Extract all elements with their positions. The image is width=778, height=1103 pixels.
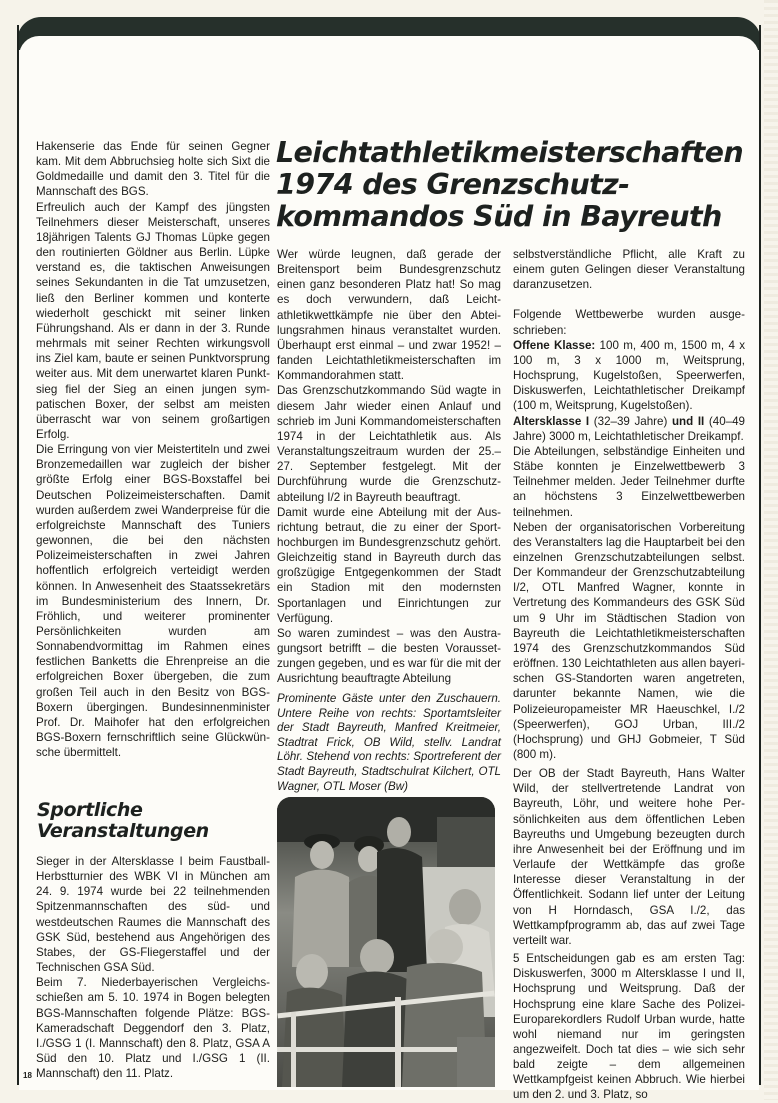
middle-column-article [277,247,501,687]
age-class-events: (40–49 Jahre) 3000 m, Leichtathletischer Dreikampf. [513,414,745,443]
photo-caption: Prominente Gäste unter den Zuschauern. Untere Reihe von rechts: Sportamtsleiter der Stadt Bayreuth, Manfred Kreitmeier, Stadtrat Frick, OB Wild, stellv. Landrat Löhr. Stehend von rechts: Sportreferent der Stadt Bayreuth, Stadtschulrat Kilchert, OTL Wagner, OTL Moser (Bw) [277,692,501,793]
paragraph: selbstverständliche Pflicht, alle Kraft zu einem guten Gelingen dieser Veranstaltung daranzusetzen. [513,248,745,292]
open-class-events: 100 m, 400 m, 1500 m, 4 x 100 m, 3 x 1000 m, Weitsprung, Hochsprung, Kugelstoßen, Speerwerfen, Diskuswerfen, Leichtathletischer Dreikampf (100 m, Weitsprung, Kugelstoßen). [513,338,745,413]
age-class-range: (32–39 Jahre) [589,414,672,428]
paragraph: Wer würde leugnen, daß gerade der Breitensport beim Bundesgrenzschutz einen ganz besonderen Platz hat! So mag es doch verwundern, daß Leichtathletikwettkämpfe nie über den Abteilungsrahmen hinaus veranstaltet wurden. Überhaupt erst einmal – und zwar 1952! – fanden Leichtathletikmeisterschaften im Kommandorahmen statt. [277,248,501,383]
paragraph: Die Erringung von vier Meistertiteln und zwei Bronzemedaillen war zugleich der bisher größte Erfolg einer BGS-Boxstaffel bei Deutschen Polizeimeisterschaften. Damit wurden außerdem zwei Wanderpreise für die erfolgreichste Mannschaft des Tuniers gewonnen, die bei den nächsten Polizeimeisterschaften in zwei Jahren hoffentlich erfolgreich verteidigt werden können. In Anwesenheit des Staatssekretärs im Bundesministerium des Innern, Dr. Fröhlich, und weiterer prominenter Persönlichkeiten wurden am Sonnabendvormittag im Rahmen eines festlichen Banketts die Ehrenpreise an die erfolgreichen Boxer übergeben, die zum großen Teil auch in den Besitz von BGS-Boxern übergingen. Bundesinnenminister Prof. Dr. Maihofer hat den erfolgreichen BGS-Boxern fernschriftlich seine Glückwünsche übermittelt. [36,443,270,760]
title-line: Veranstaltungen [37,820,209,842]
headline-line: kommandos Süd in Bayreuth [276,200,722,233]
paragraph: Sieger in der Altersklasse I beim Faustball-Herbstturnier des WBK VI in München am 24. 9. 1974 wurde bei 22 teilnehmenden Spitzenmannschaften des süd- und westdeutschen Raumes die Mannschaft des GSK Süd, bestehend aus Angehörigen des Stabes, der GS-Fliegerstaffel und der Technischen GSA Süd. [36,855,270,975]
paragraph: Hakenserie das Ende für seinen Gegner kam. Mit dem Abbruchsieg holte sich Sixt die Goldmedaille und damit den 3. Titel für die Mannschaft des BGS. [36,140,270,199]
age-class-and: und II [671,414,705,428]
photo-illustration [277,797,495,1087]
age-class-label: Altersklasse I [513,414,590,428]
competition-list-open-class [513,338,745,414]
paragraph: Der OB der Stadt Bayreuth, Hans Walter Wild, der stellvertretende Landrat von Bayreuth, Löhr, und weitere hohe Persönlichkeiten aus dem öffentlichen Leben Bayreuths und Umgebung bezeugten durch ihre Anwesenheit bei der Eröffnung und im Verlaufe der Wettkämpfe das große Interesse dieser Veranstaltung in der Öffentlichkeit. Sodann lief unter der Leitung von H Horndasch, GSA I./2, das Wettkampfprogramm ab, das auf zwei Tage verteilt war. [513,767,745,947]
headline-line: Leichtathletikmeisterschaften [276,136,744,169]
paragraph: Die Abteilungen, selbständige Einheiten und Stäbe konnten je Einzelwettbewerb 3 Teilnehmer melden. Jeder Teilnehmer durfte an höchstens 3 Einzelwettbewerben teilnehmen. [513,444,745,519]
paragraph: 5 Entscheidungen gab es am ersten Tag: Diskuswerfen, 3000 m Altersklasse I und II, Hochsprung und Weitsprung. Daß der Hochsprung eine klare Sache des Polizei-Europarekordlers Rudolf Urban wurde, hatte wohl niemand nur im geringsten angezweifelt. Doch tat dies – wie sich sehr bald zeigte – dem allgemeinen Wettkampfgeist keinen Abbruch. Wie hierbei um den 2. und 3. Platz, so [513,952,745,1102]
right-column-article [513,247,745,1103]
main-article-headline [276,137,746,233]
grandstand-photo [277,797,495,1087]
sidebar-article-body [36,854,270,1081]
headline-line: 1974 des Grenzschutz- [276,168,630,201]
paragraph: Beim 7. Niederbayerischen Vergleichsschießen am 5. 10. 1974 in Bogen belegten BGS-Mannschaften folgende Plätze: BGS-Kameradschaft Deggendorf den 3. Platz, I./GSG 1 (I. Mannschaft) den 8. Platz, GSA A Süd den 10. Platz und I./GSG 1 (II. Mannschaft) den 11. Platz. [36,976,270,1081]
scan-edge-texture [764,0,778,1100]
title-line: Sportliche [37,799,143,821]
page-number: 18 [23,1071,32,1080]
competition-list-age-class [513,414,745,444]
paragraph: Damit wurde eine Abteilung mit der Ausrichtung betraut, die zu einer der Sporthochburgen im Bundesgrenzschutz gehört. Gleichzeitig stand in Bayreuth durch das großzügige Entgegenkommen der Stadt ein Stadion mit den modernsten Sportanlagen und Einrichtungen zur Verfügung. [277,505,501,625]
paragraph: So waren zumindest – was den Austragungsort betrifft – die besten Voraussetzungen gegeben, und es war für die mit der Ausrichtung beauftragte Abteilung [277,626,501,686]
left-column-article [36,139,270,760]
paragraph: Neben der organisatorischen Vorbereitung des Veranstalters lag die Hauptarbeit bei den einzelnen Grenzschutzabteilungen selbst. Der Kommandeur der Grenzschutzabteilung I/2, OTL Manfred Wagner, konnte in Vertretung des Kommandeurs des GSK Süd um 9 Uhr im Städtischen Stadion von Bayreuth die Leichtathletikmeisterschaften 1974 des Grenzschutzkommandos Süd eröffnen. 130 Leichtathleten aus allen bayerischen GS-Standorten waren angetreten, darunter bekannte Namen, wie die Polizeieuropameister MR Haeuschkel, I./2 (Speerwerfen), GOJ Urban, III./2 (Hochsprung) und GHJ Gobmeier, T Süd (800 m). [513,520,745,761]
sidebar-article-title [37,800,267,842]
paragraph: Erfreulich auch der Kampf des jüngsten Teilnehmers dieser Meisterschaft, unseres 18jährigen Talents GJ Thomas Lüpke gegen den routinierten Göldner aus Berlin. Lüpke verstand es, die taktischen Anweisungen seines Sekundanten in die Tat umzusetzen, ließ den Berliner kommen und konterte wiederholt geschickt mit seiner linken Führungshand. Als er dann in der 3. Runde mehrmals mit seiner Rechten wirkungsvoll ins Ziel kam, baute er seinen Punktvorsprung weiter aus. Mit dem unerwartet klaren Punktsieg fiel der Sieg an einen jungen sympatischen Boxer, der selbst am meisten überrascht war von seinem großartigen Erfolg. [36,200,270,441]
open-class-label: Offene Klasse: [513,338,596,352]
paragraph: Das Grenzschutzkommando Süd wagte in diesem Jahr wieder einen Anlauf und schrieb im Juni Kommandomeisterschaften 1974 in der Leichtathletik aus. Als Veranstaltungszeitraum wurden der 25.–27. September festgelegt. Mit der Durchführung wurde die Grenzschutzabteilung I/2 in Bayreuth beauftragt. [277,384,501,504]
paragraph-gap [513,292,745,307]
paragraph: Folgende Wettbewerbe wurden ausgeschrieben: [513,308,745,337]
